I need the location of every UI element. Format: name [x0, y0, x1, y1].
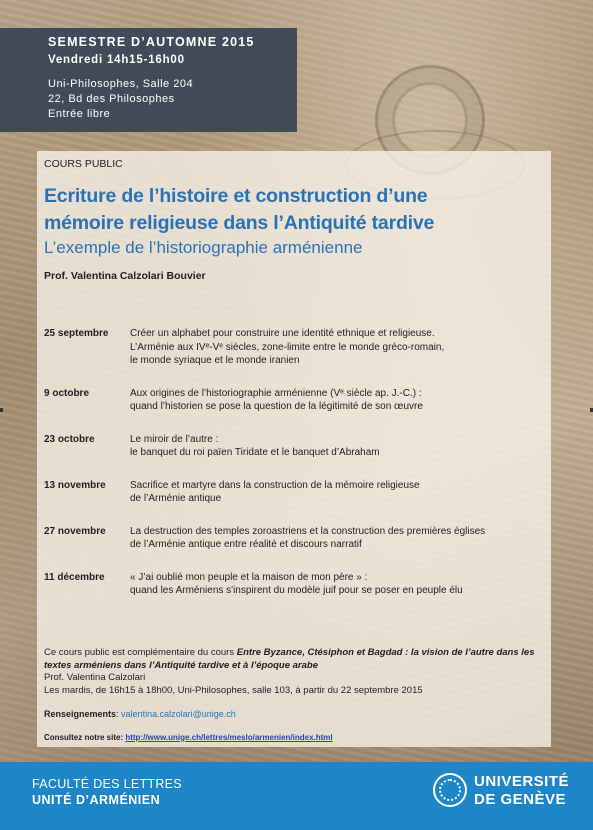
session-date: 27 novembre [44, 525, 106, 537]
complement-schedule: Les mardis, de 16h15 à 18h00, Uni-Philosophes, salle 103, à partir du 22 septembre 2015 [44, 684, 423, 696]
session-line: quand l’historien se pose la question de la légitimité de son œuvre [130, 401, 423, 412]
session-date: 11 décembre [44, 571, 105, 583]
complement-title: Entre Byzance, Ctésiphon et Bagdad : la vision de l’autre dans les [236, 647, 535, 658]
session-line: Aux origines de l’historiographie arménienne (Vᵉ siècle ap. J.-C.) : [130, 387, 422, 399]
session-row [44, 525, 544, 552]
session-date: 23 octobre [44, 433, 95, 445]
session-date: 9 octobre [44, 387, 90, 399]
contact-separator: : [116, 709, 122, 719]
session-line: le monde syriaque et le monde iranien [130, 355, 300, 366]
session-description [130, 433, 544, 460]
course-panel [37, 151, 551, 747]
complement-line [44, 647, 544, 660]
session-date: 13 novembre [44, 479, 106, 491]
session-line: de l’Arménie antique [130, 493, 222, 504]
session-row [44, 387, 544, 414]
session-line: quand les Arméniens s'inspirent du modèle juif pour se poser en peuple élu [130, 585, 463, 596]
session-description [130, 327, 544, 368]
session-row [44, 327, 544, 368]
faculty-name: FACULTÉ DES LETTRES [32, 777, 182, 791]
session-description [130, 479, 544, 506]
contact-line [44, 708, 544, 721]
session-description [130, 525, 544, 552]
complement-title: textes arméniens dans l’Antiquité tardive et à l’époque arabe [44, 659, 319, 671]
course-subtitle: L’exemple de l’historiographie arménienne [44, 238, 363, 257]
contact-label: Renseignements [44, 709, 117, 719]
session-line: La destruction des temples zoroastriens et la construction des premières églises [130, 525, 486, 537]
session-line: L’Arménie aux IVᵉ-Vᵉ siècles, zone-limite entre le monde gréco-romain, [130, 341, 445, 353]
contact-email-link[interactable]: valentina.calzolari@unige.ch [121, 709, 236, 719]
venue-line: Uni-Philosophes, Salle 204 [48, 78, 194, 90]
session-row [44, 433, 544, 460]
session-date: 25 septembre [44, 328, 109, 339]
session-line: Sacrifice et martyre dans la construction de la mémoire religieuse [130, 479, 420, 491]
edge-mark [0, 408, 3, 412]
session-description [130, 571, 544, 598]
session-description [130, 387, 544, 414]
website-link[interactable]: http://www.unige.ch/lettres/meslo/armenien/index.html [125, 732, 333, 742]
time-label: Vendredi 14h15-16h00 [48, 54, 185, 66]
venue-line: 22, Bd des Philosophes [48, 93, 175, 105]
complement-prefix: Ce cours public est complémentaire du cours [44, 647, 237, 658]
course-type-label: COURS PUBLIC [44, 158, 123, 170]
professor-name: Prof. Valentina Calzolari Bouvier [44, 270, 206, 282]
session-row [44, 479, 544, 506]
university-seal-icon [433, 773, 467, 807]
session-line: le banquet du roi païen Tiridate et le banquet d’Abraham [130, 447, 380, 458]
semester-label: SEMESTRE D’AUTOMNE 2015 [48, 35, 255, 49]
schedule-header-box [0, 28, 297, 132]
website-line [44, 732, 544, 745]
session-line: Le miroir de l’autre : [130, 433, 219, 445]
complementary-course-info [44, 647, 544, 744]
university-name: DE GENÈVE [474, 791, 567, 808]
session-line: « J’ai oublié mon peuple et la maison de mon père » : [130, 571, 368, 583]
session-line: Créer un alphabet pour construire une identité ethnique et religieuse. [130, 328, 435, 339]
session-line: de l’Arménie antique entre réalité et discours narratif [130, 539, 362, 550]
unit-name: UNITÉ D’ARMÉNIEN [32, 793, 161, 807]
session-list [44, 327, 544, 598]
session-row [44, 571, 544, 598]
website-label: Consultez notre site: [44, 732, 126, 742]
footer-bar [0, 762, 593, 830]
course-title-line: mémoire religieuse dans l’Antiquité tardive [44, 212, 435, 234]
complement-professor: Prof. Valentina Calzolari [44, 672, 146, 683]
entry-note: Entrée libre [48, 108, 111, 120]
course-title [44, 183, 544, 237]
course-title-line: Ecriture de l’histoire et construction d’une [44, 185, 428, 207]
university-name: UNIVERSITÉ [474, 773, 570, 790]
